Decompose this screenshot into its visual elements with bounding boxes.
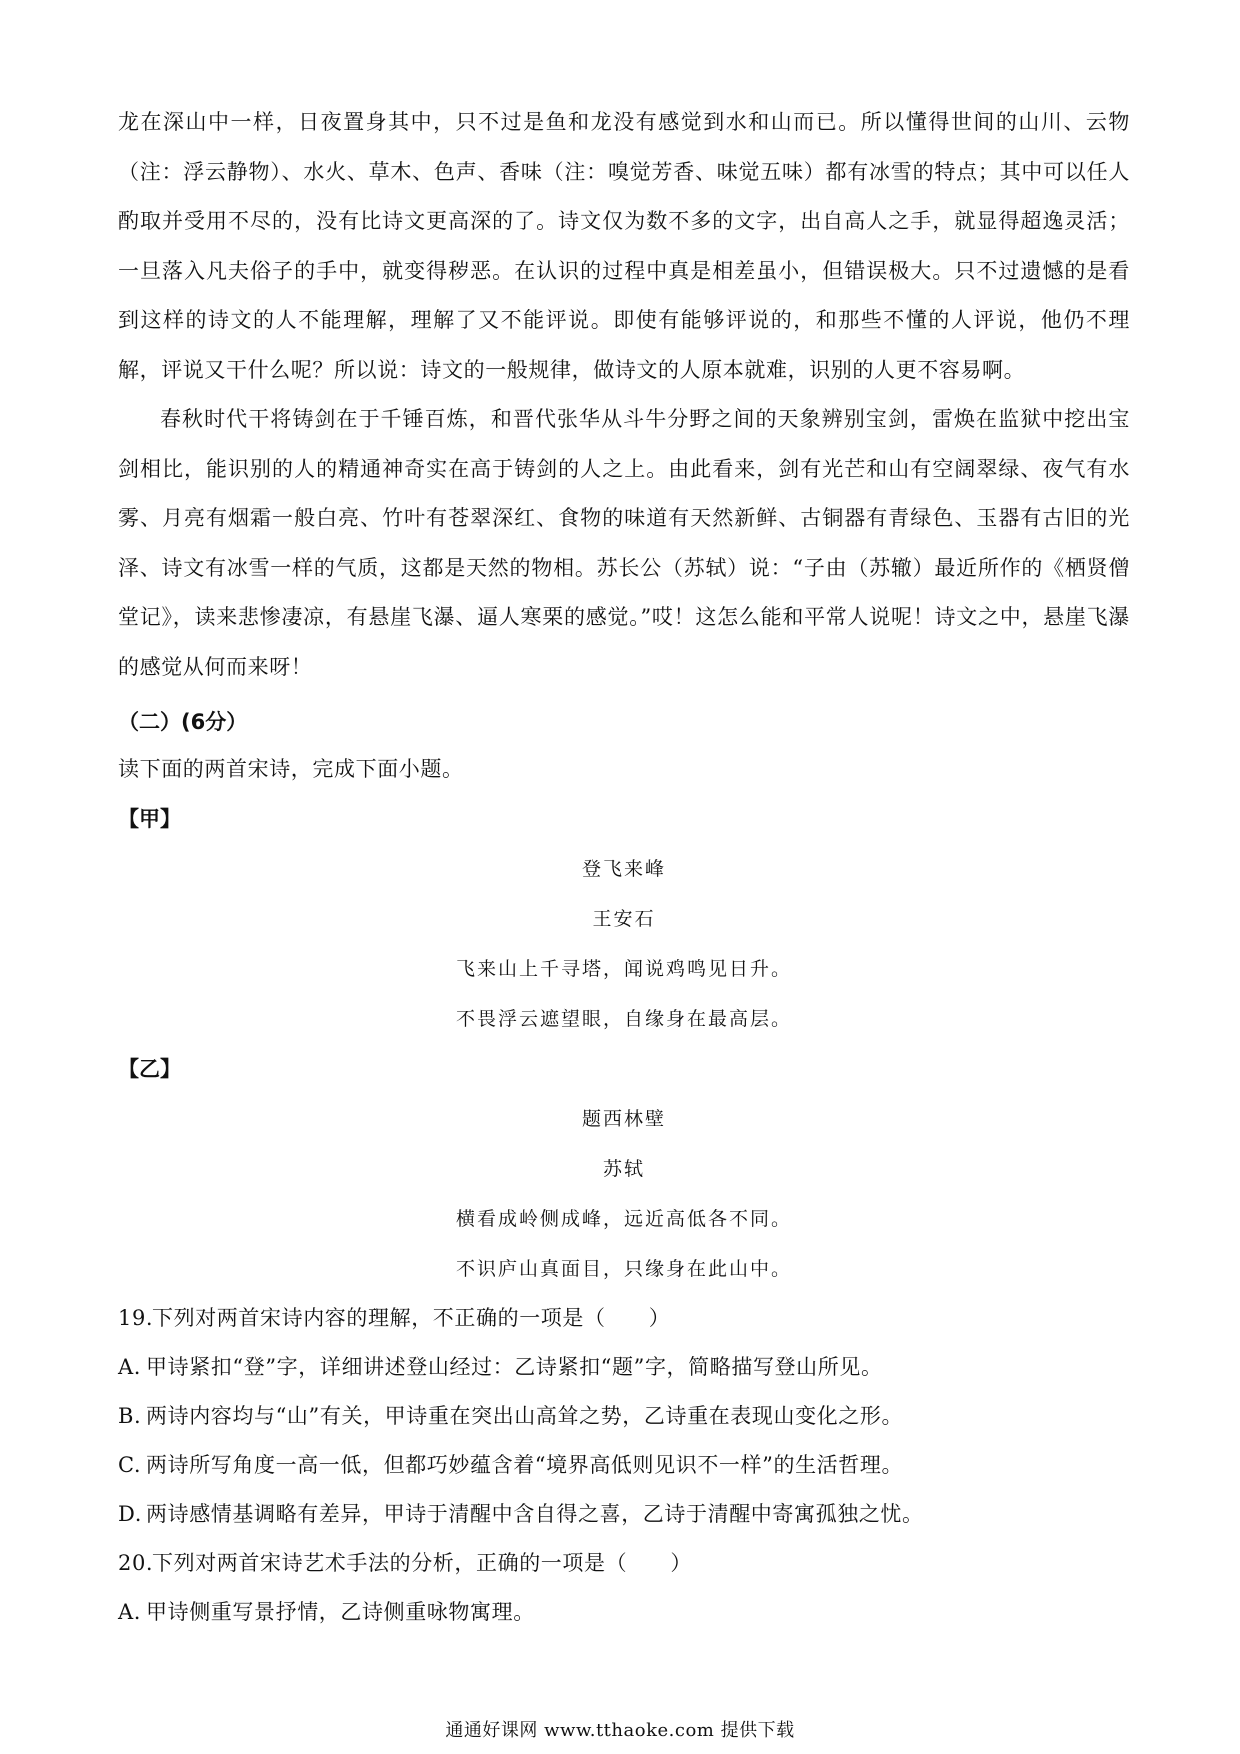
question-19-option-a bbox=[118, 1343, 1130, 1392]
question-text: 下列对两首宋诗内容的理解，不正确的一项是（ ） bbox=[152, 1306, 671, 1330]
option-letter: B. bbox=[118, 1404, 142, 1428]
poem-b-body bbox=[118, 1094, 1130, 1294]
section-instruction: 读下面的两首宋诗，完成下面小题。 bbox=[118, 757, 464, 781]
option-text: 两诗感情基调略有差异，甲诗于清醒中含自得之喜，乙诗于清醒中寄寓孤独之忧。 bbox=[146, 1502, 924, 1526]
question-20 bbox=[118, 1539, 1130, 1637]
question-20-stem bbox=[118, 1539, 1130, 1588]
poem-b-line-1: 横看成岭侧成峰，远近高低各不同。 bbox=[455, 1208, 792, 1230]
question-19-option-c bbox=[118, 1441, 1130, 1490]
passage-paragraph-2: 春秋时代干将铸剑在于千锤百炼，和晋代张华从斗牛分野之间的天象辨别宝剑，雷焕在监狱中挖出宝剑相比，能识别的人的精通神奇实在高于铸剑的人之上。由此看来，剑有光芒和山有空阔翠绿、夜气有水雾、月亮有烟霜一般白亮、竹叶有苍翠深红、食物的味道有天然新鲜、古铜器有青绿色、玉器有古旧的光泽、诗文有冰雪一样的气质，这都是天然的物相。苏长公（苏轼）说：“子由（苏辙）最近所作的《栖贤僧堂记》，读来悲惨凄凉，有悬崖飞瀑、逼人寒栗的感觉。”哎！这怎么能和平常人说呢！诗文之中，悬崖飞瀑的感觉从何而来呀！ bbox=[118, 407, 1130, 679]
question-number: 20. bbox=[118, 1551, 154, 1575]
poem-b-title: 题西林壁 bbox=[581, 1108, 666, 1130]
poem-b bbox=[118, 1044, 1130, 1294]
option-text: 两诗内容均与“山”有关，甲诗重在突出山高耸之势，乙诗重在表现山变化之形。 bbox=[146, 1404, 904, 1428]
poem-a bbox=[118, 794, 1130, 1044]
poem-b-line-2: 不识庐山真面目，只缘身在此山中。 bbox=[455, 1258, 792, 1280]
option-letter: A. bbox=[118, 1355, 142, 1379]
page-content bbox=[118, 98, 1130, 1637]
option-text: 甲诗紧扣“登”字，详细讲述登山经过：乙诗紧扣“题”字，简略描写登山所见。 bbox=[146, 1355, 883, 1379]
question-19-option-b bbox=[118, 1392, 1130, 1441]
option-text: 两诗所写角度一高一低，但都巧妙蕴含着“境界高低则见识不一样”的生活哲理。 bbox=[146, 1453, 904, 1477]
passage-paragraph-1: 龙在深山中一样，日夜置身其中，只不过是鱼和龙没有感觉到水和山而已。所以懂得世间的山川、云物（注：浮云静物）、水火、草木、色声、香味（注：嗅觉芳香、味觉五味）都有冰雪的特点；其中可以任人酌取并受用不尽的，没有比诗文更高深的了。诗文仅为数不多的文字，出自高人之手，就显得超逸灵活；一旦落入凡夫俗子的手中，就变得秽恶。在认识的过程中真是相差虽小，但错误极大。只不过遗憾的是看到这样的诗文的人不能理解，理解了又不能评说。即使有能够评说的，和那些不懂的人评说，他仍不理解，评说又干什么呢？所以说：诗文的一般规律，做诗文的人原本就难，识别的人更不容易啊。 bbox=[118, 110, 1130, 382]
question-19-option-d bbox=[118, 1490, 1130, 1539]
poem-b-label: 【乙】 bbox=[118, 1057, 181, 1081]
page-footer: 通通好课网 www.tthaoke.com 提供下载 bbox=[445, 1720, 795, 1741]
question-20-option-a bbox=[118, 1588, 1130, 1637]
poem-a-title: 登飞来峰 bbox=[581, 858, 666, 880]
poem-b-author: 苏轼 bbox=[602, 1158, 645, 1180]
question-number: 19. bbox=[118, 1306, 154, 1330]
option-letter: A. bbox=[118, 1600, 142, 1624]
poem-a-body bbox=[118, 844, 1130, 1044]
option-letter: C. bbox=[118, 1453, 142, 1477]
poem-a-author: 王安石 bbox=[592, 908, 656, 930]
poem-a-line-1: 飞来山上千寻塔，闻说鸡鸣见日升。 bbox=[455, 958, 792, 980]
option-letter: D. bbox=[118, 1502, 142, 1526]
question-19 bbox=[118, 1294, 1130, 1539]
poem-a-label: 【甲】 bbox=[118, 807, 181, 831]
option-text: 甲诗侧重写景抒情，乙诗侧重咏物寓理。 bbox=[146, 1600, 535, 1624]
poem-a-line-2: 不畏浮云遮望眼，自缘身在最高层。 bbox=[455, 1008, 792, 1030]
question-19-stem bbox=[118, 1294, 1130, 1343]
section-heading: （二）(6分） bbox=[118, 710, 248, 734]
question-text: 下列对两首宋诗艺术手法的分析，正确的一项是（ ） bbox=[152, 1551, 692, 1575]
